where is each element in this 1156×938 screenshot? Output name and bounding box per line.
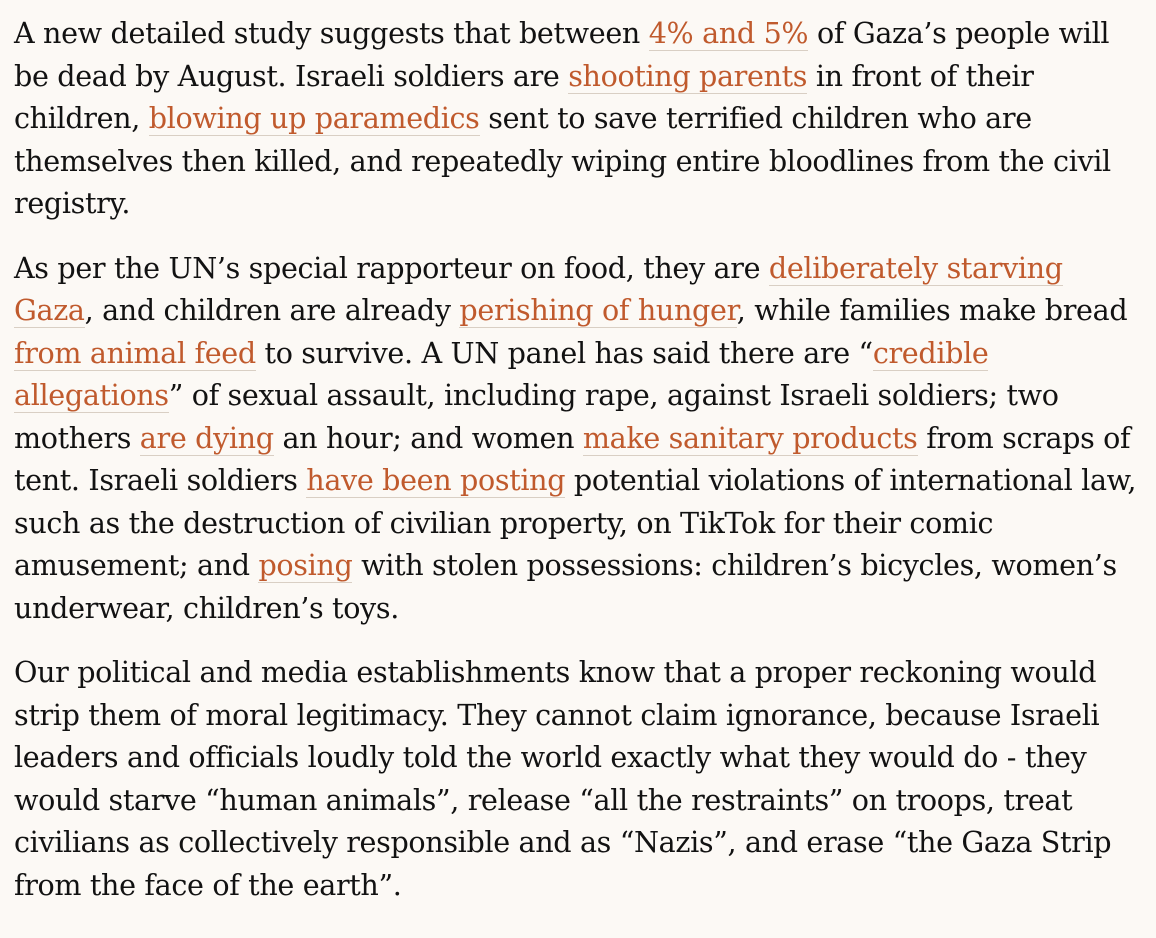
text-segment: Our political and media establishments know that a proper reckoning would strip them of moral legitimacy. They cannot claim ignorance, because Israeli leaders and officials loudly told the world exactly what they would do - they would starve “human animals”, release “all the restraints” on troops, treat civilians as collectively responsible and as “Nazis”, and erase “the Gaza Strip from the face of the earth”.: [14, 655, 1112, 902]
text-segment: from scraps of tent. Israeli soldiers: [14, 420, 1131, 497]
link-4-and-5-percent[interactable]: 4% and 5%: [648, 16, 809, 50]
text-segment: , while families make bread: [736, 293, 1128, 327]
text-segment: A new detailed study suggests that between: [14, 16, 649, 50]
link-credible-allegations[interactable]: credible allegations: [14, 335, 989, 412]
link-shooting-parents[interactable]: shooting parents: [568, 58, 808, 93]
text-segment: ” of sexual assault, including rape, against Israeli soldiers; two mothers: [14, 378, 1059, 455]
text-segment: to survive. A UN panel has said there are “: [255, 335, 873, 370]
link-from-animal-feed[interactable]: from animal feed: [14, 335, 256, 370]
link-are-dying[interactable]: are dying: [139, 420, 274, 455]
text-segment: sent to save terrified children who are themselves then killed, and repeatedly wiping entire bloodlines from the civil registry.: [14, 101, 1111, 220]
link-have-been-posting[interactable]: have been posting: [306, 463, 566, 497]
text-segment: As per the UN’s special rapporteur on food, they are: [14, 250, 769, 285]
link-perishing-of-hunger[interactable]: perishing of hunger: [459, 293, 737, 327]
text-segment: potential violations of international law, such as the destruction of civilian property, on TikTok for their comic amusement; and: [14, 463, 1137, 582]
text-segment: of Gaza’s people will be dead by August. Israeli soldiers are: [14, 16, 1110, 93]
link-deliberately-starving-gaza[interactable]: deliberately starving Gaza: [14, 250, 1063, 327]
text-segment: , and children are already: [84, 293, 460, 327]
text-segment: with stolen possessions: children’s bicycles, women’s underwear, children’s toys.: [14, 548, 1117, 625]
paragraph-1: [14, 12, 1142, 225]
paragraph-2: [14, 247, 1142, 630]
link-make-sanitary-products[interactable]: make sanitary products: [582, 420, 918, 455]
text-segment: an hour; and women: [273, 420, 583, 455]
link-posing[interactable]: posing: [258, 548, 353, 582]
link-blowing-up-paramedics[interactable]: blowing up paramedics: [148, 101, 480, 135]
paragraph-3: [14, 651, 1142, 906]
text-segment: in front of their children,: [14, 58, 1034, 135]
